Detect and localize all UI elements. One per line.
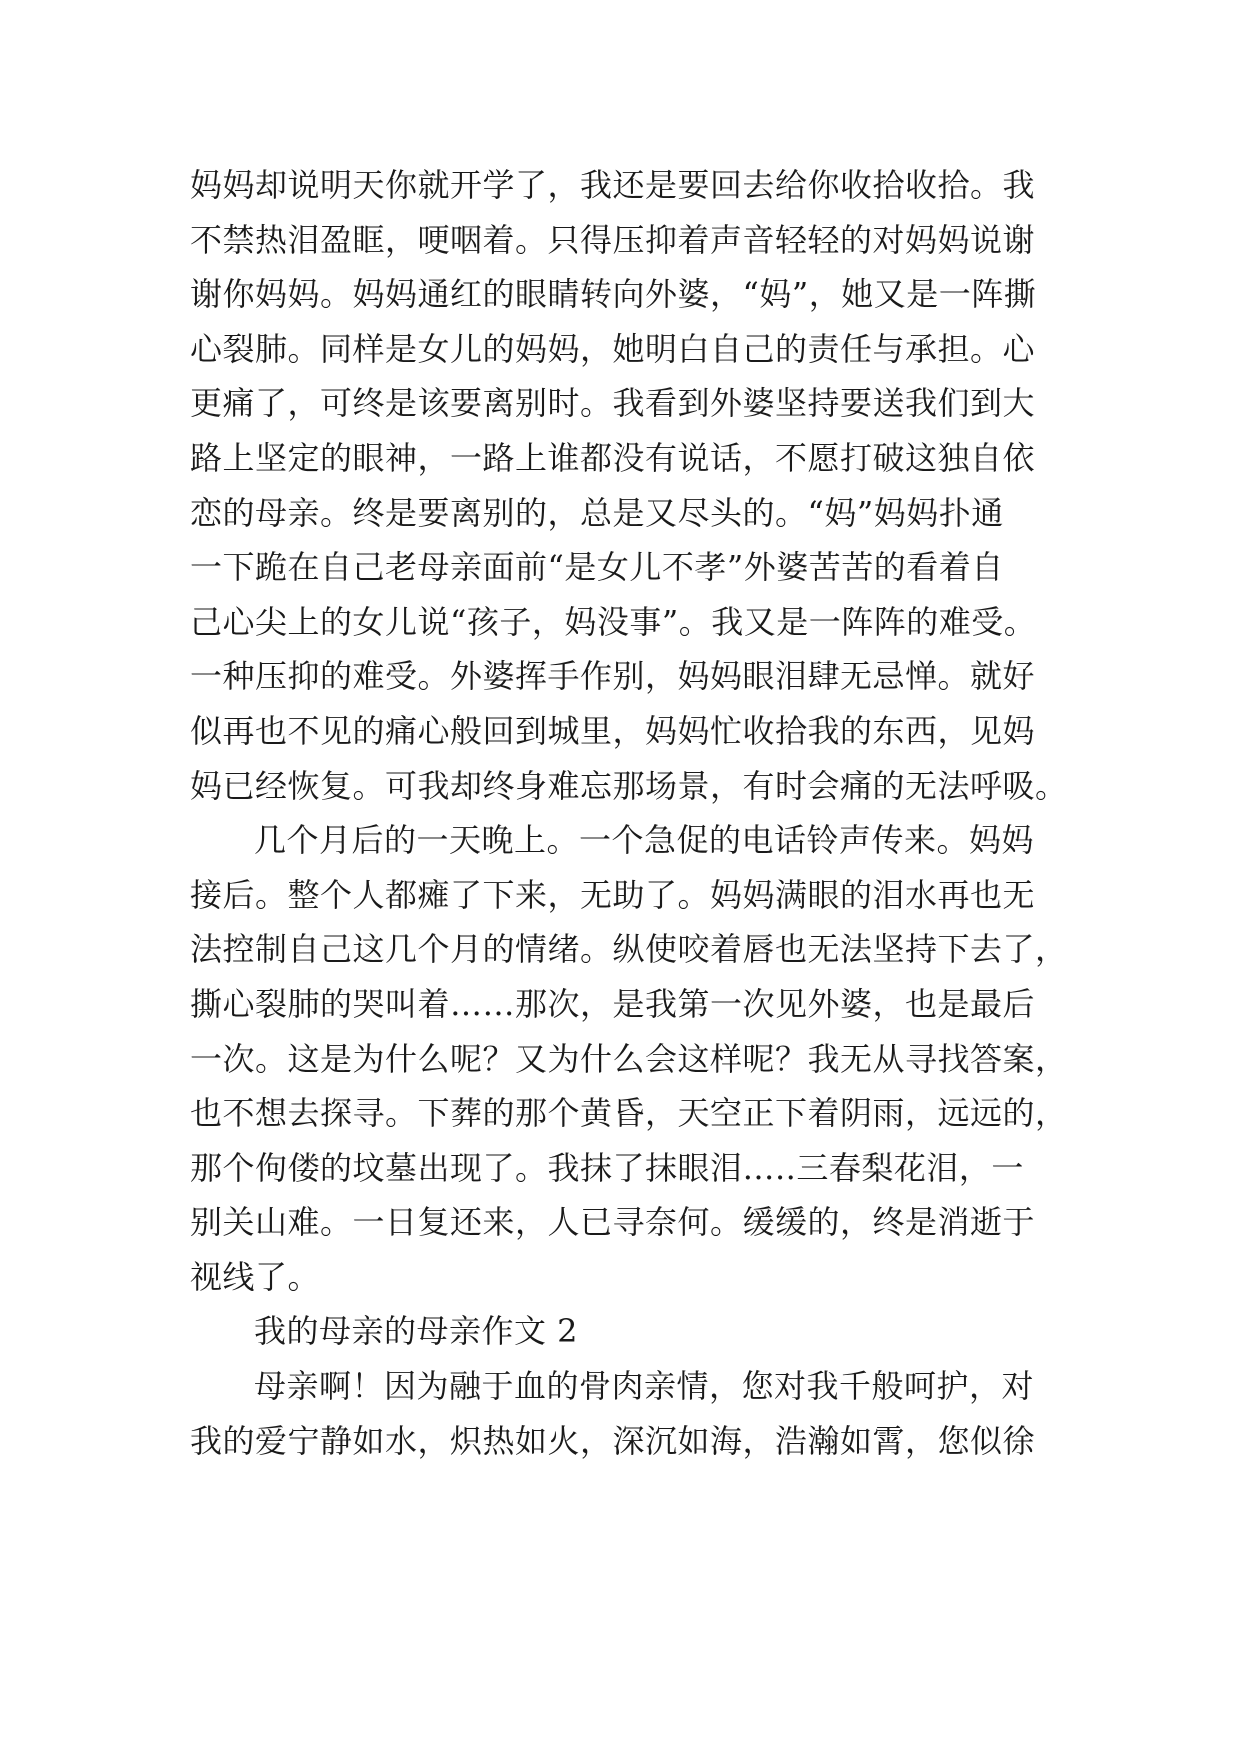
text-line: 我的爱宁静如水，炽热如火，深沉如海，浩瀚如霄，您似徐 <box>190 1421 1036 1460</box>
text-line: 路上坚定的眼神，一路上谁都没有说话，不愿打破这独自依 <box>190 438 1036 477</box>
text-line: 视线了。 <box>190 1257 321 1296</box>
paragraph-start-line: 母亲啊！因为融于血的骨肉亲情，您对我千般呵护，对 <box>254 1367 1035 1406</box>
text-line: 己心尖上的女儿说“孩子，妈没事”。我又是一阵阵的难受。 <box>190 602 1037 641</box>
text-line: 心裂肺。同样是女儿的妈妈，她明白自己的责任与承担。心 <box>190 329 1036 368</box>
text-line: 妈已经恢复。可我却终身难忘那场景，有时会痛的无法呼吸。 <box>190 766 1068 805</box>
text-line: 更痛了，可终是该要离别时。我看到外婆坚持要送我们到大 <box>190 384 1036 423</box>
paragraph-start-line: 几个月后的一天晚上。一个急促的电话铃声传来。妈妈 <box>254 821 1035 860</box>
text-line: 别关山难。一日复还来，人已寻奈何。缓缓的，终是消逝于 <box>190 1203 1036 1242</box>
text-line: 撕心裂肺的哭叫着……那次，是我第一次见外婆，也是最后 <box>190 984 1036 1023</box>
text-line: 也不想去探寻。下葬的那个黄昏，天空正下着阴雨，远远的， <box>190 1094 1068 1133</box>
text-line: 接后。整个人都瘫了下来，无助了。妈妈满眼的泪水再也无 <box>190 875 1036 914</box>
text-line: 似再也不见的痛心般回到城里，妈妈忙收拾我的东西，见妈 <box>190 711 1036 750</box>
text-line: 那个佝偻的坟墓出现了。我抹了抹眼泪…..三春梨花泪，一 <box>190 1148 1024 1187</box>
text-line: 妈妈却说明天你就开学了，我还是要回去给你收拾收拾。我 <box>190 166 1036 204</box>
text-line: 谢你妈妈。妈妈通红的眼睛转向外婆，“妈”，她又是一阵撕 <box>190 275 1037 314</box>
text-line: 不禁热泪盈眶，哽咽着。只得压抑着声音轻轻的对妈妈说谢 <box>190 220 1036 259</box>
text-line: 法控制自己这几个月的情绪。纵使咬着唇也无法坚持下去了， <box>190 930 1068 969</box>
document-body <box>190 158 1070 1468</box>
text-line: 一下跪在自己老母亲面前“是女儿不孝”外婆苦苦的看着自 <box>190 548 1004 587</box>
text-line: 一种压抑的难受。外婆挥手作别，妈妈眼泪肆无忌惮。就好 <box>190 657 1036 696</box>
section-heading: 我的母亲的母亲作文 2 <box>254 1312 579 1351</box>
text-line: 一次。这是为什么呢？又为什么会这样呢？我无从寻找答案， <box>190 1039 1068 1078</box>
text-line: 恋的母亲。终是要离别的，总是又尽头的。“妈”妈妈扑通 <box>190 493 1004 532</box>
